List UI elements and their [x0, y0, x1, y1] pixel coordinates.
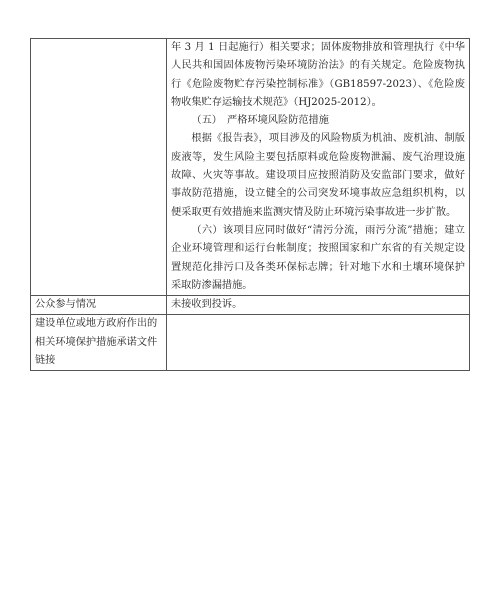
waste-standards-paragraph: 年 3 月 1 日起施行）相关要求；固体废物排放和管理执行《中华人民共和国固体废物污染环境防治法》的有关规定。危险废物执行《危险废物贮存污染控制标准》（GB18597-2023）、《危险废物收集贮存运输技术规范》（HJ2025-2012）。: [171, 42, 465, 108]
section-five-heading: （五） 严格环境风险防范措施: [191, 115, 329, 127]
table-row: [31, 296, 470, 315]
section-six-paragraph: （六）该项目应同时做好“清污分流，雨污分流”措施；建立企业环境管理和运行台帐制度；按照国家和广东省的有关规定设置规范化排污口及各类环保标志牌；针对地下水和土壤环境保护采取防渗漏措施。: [171, 224, 465, 291]
public-participation-label: 公众参与情况: [31, 296, 167, 315]
commitment-link-value: [167, 315, 470, 371]
requirements-content-cell: [167, 39, 470, 296]
row-label-cell: [31, 39, 167, 296]
commitment-link-label: 建设单位或地方政府作出的相关环境保护措施承诺文件链接: [31, 315, 167, 371]
public-participation-value: 未接收到投诉。: [167, 296, 470, 315]
table-row: [31, 39, 470, 296]
risk-prevention-paragraph: 根据《报告表》，项目涉及的风险物质为机油、废机油、制版废液等，发生风险主要包括原料或危险废物泄漏、废气治理设施故障、火灾等事故。建设项目应按照消防及安监部门要求，做好事故防范措施，设立健全的公司突发环境事故应急组织机构，以便采取更有效措施来监测灾情及防止环境污染事故进一步扩散。: [171, 133, 465, 218]
table-row: [31, 315, 470, 371]
eia-approval-table: [30, 38, 470, 371]
